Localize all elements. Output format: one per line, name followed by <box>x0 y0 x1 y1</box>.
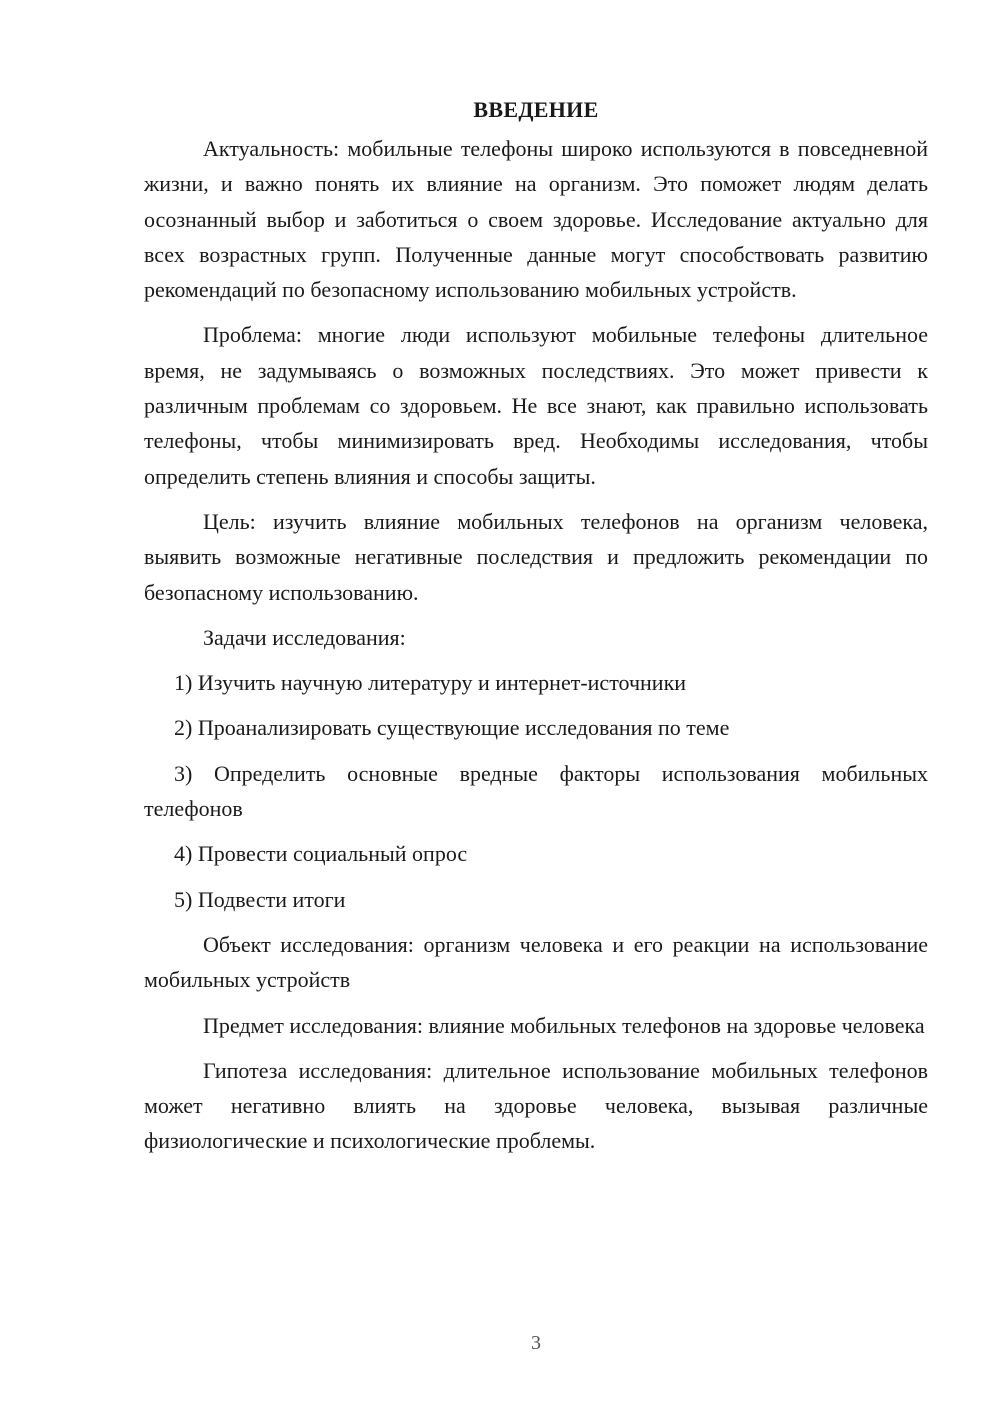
tasks-list <box>144 665 928 917</box>
list-item: 3) Определить основные вредные факторы использования мобильных телефонов <box>144 760 928 822</box>
document-page <box>144 92 928 1169</box>
list-item: 2) Проанализировать существующие исследования по теме <box>174 715 730 741</box>
list-item: 5) Подвести итоги <box>174 886 346 912</box>
paragraph-hypothesis: Гипотеза исследования: длительное использование мобильных телефонов может негативно влиять на здоровье человека, вызывая различные физиологические и психологические проблемы. <box>144 1057 928 1154</box>
list-item: 4) Провести социальный опрос <box>174 841 468 867</box>
paragraph-subject: Предмет исследования: влияние мобильных телефонов на здоровье человека <box>203 1012 925 1038</box>
paragraph-relevance: Актуальность: мобильные телефоны широко используются в повседневной жизни, и важно понять их влияние на организм. Это поможет людям делать осознанный выбор и заботиться о своем здоровье. Исследование актуально для всех возрастных групп. Полученные данные могут способствовать развитию рекомендаций по безопасному использованию мобильных устройств. <box>144 136 928 303</box>
page-number: 3 <box>531 1332 541 1354</box>
tasks-heading: Задачи исследования: <box>203 624 406 650</box>
list-item: 1) Изучить научную литературу и интернет-источники <box>174 670 687 696</box>
page-title: ВВЕДЕНИЕ <box>473 97 599 122</box>
paragraph-goal: Цель: изучить влияние мобильных телефонов на организм человека, выявить возможные негативные последствия и предложить рекомендации по безопасному использованию. <box>144 508 928 605</box>
paragraph-object: Объект исследования: организм человека и его реакции на использование мобильных устройств <box>144 931 928 993</box>
paragraph-problem: Проблема: многие люди используют мобильные телефоны длительное время, не задумываясь о возможных последствиях. Это может привести к различным проблемам со здоровьем. Не все знают, как правильно использовать телефоны, чтобы минимизировать вред. Необходимы исследования, чтобы определить степень влияния и способы защиты. <box>144 322 928 489</box>
